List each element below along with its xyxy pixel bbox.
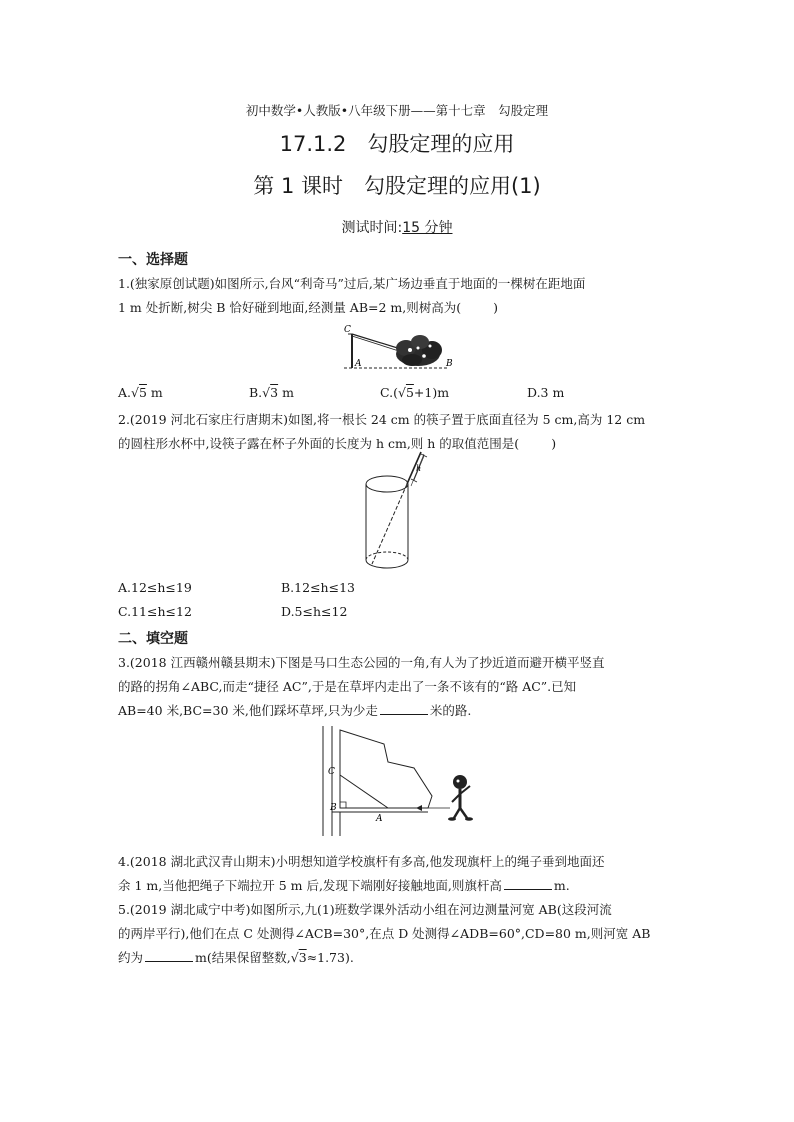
q5-line1: 5.(2019 湖北咸宁中考)如图所示,九(1)班数学课外活动小组在河边测量河宽 AB(这段河流	[118, 902, 612, 917]
section-heading-fill: 二、填空题	[118, 631, 188, 647]
page-header: 初中数学•人教版•八年级下册——第十七章 勾股定理	[245, 103, 549, 118]
q1-option-c-letter: C.(	[380, 385, 398, 400]
lesson-title: 第 1 课时 勾股定理的应用(1)	[253, 174, 541, 198]
q4-line1: 4.(2018 湖北武汉青山期末)小明想知道学校旗杆有多高,他发现旗杆上的绳子垂到地面还	[118, 854, 605, 869]
q1-option-a-letter: A.	[118, 385, 132, 400]
q1-option-a-unit: m	[146, 385, 163, 400]
q1-option-b[interactable]: B.√3 m	[249, 385, 294, 400]
q3-line1: 3.(2018 江西赣州赣县期末)下图是马口生态公园的一角,有人为了抄近道而避开横平竖直	[118, 655, 605, 670]
q5-answer-blank[interactable]	[145, 949, 193, 962]
q1-answer-blank[interactable]	[463, 300, 491, 312]
q3-label-b: B	[330, 803, 337, 813]
q2-label-h: h	[416, 464, 422, 473]
q3-park-figure	[318, 722, 478, 840]
q3-lawn	[340, 730, 432, 808]
q5-line3: 约为 m(结果保留整数,√3≈1.73).	[118, 950, 354, 965]
test-time-label: 测试时间:	[341, 220, 403, 236]
q3-label-a: A	[376, 814, 383, 824]
q5-radicand: 3	[298, 950, 307, 965]
q4-line2	[118, 876, 678, 894]
q1-close-paren: )	[493, 300, 499, 315]
q1-option-c-unit: +1)m	[413, 385, 450, 400]
q1-foliage	[396, 335, 442, 366]
q3-right-angle-mark	[340, 802, 346, 808]
q2-option-c[interactable]: C.11≤h≤12	[118, 604, 192, 619]
q1-fallen-trunk-edge	[352, 336, 402, 352]
q4-unit: m.	[553, 878, 570, 893]
q3-label-c: C	[328, 767, 335, 777]
q4-answer-blank[interactable]	[504, 877, 552, 890]
q1-label-c: C	[344, 325, 351, 335]
q1-option-a[interactable]: A.√5 m	[118, 385, 163, 400]
section-heading-choice: 一、选择题	[118, 252, 188, 268]
q1-label-a: A	[355, 359, 362, 369]
q1-option-b-unit: m	[278, 385, 294, 400]
q3-arrow-head	[416, 805, 422, 811]
q3-text: AB=40 米,BC=30 米,他们踩坏草坪,只为少走	[118, 703, 378, 718]
q5-text: 约为	[118, 950, 144, 965]
q1-line2	[118, 298, 678, 316]
q2-answer-blank[interactable]	[521, 436, 549, 448]
q3-line2: 的路的拐角∠ABC,而走“捷径 AC”,于是在草坪内走出了一条不该有的“路 AC”.已知	[118, 679, 577, 694]
q3-text-end: 米的路.	[429, 703, 472, 718]
q2-line1: 2.(2019 河北石家庄行唐期末)如图,将一根长 24 cm 的筷子置于底面直径为 5 cm,高为 12 cm	[118, 412, 646, 427]
q2-option-b[interactable]: B.12≤h≤13	[281, 580, 355, 595]
q4-text: 余 1 m,当他把绳子下端拉开 5 m 后,发现下端刚好接触地面,则旗杆高	[118, 878, 502, 893]
q1-option-c-radicand: 5	[405, 385, 414, 400]
q1-option-b-radicand: 3	[270, 385, 279, 400]
test-time	[0, 217, 794, 237]
q5-text-note: m(结果保留整数,	[195, 950, 291, 965]
q5-line2: 的两岸平行),他们在点 C 处测得∠ACB=30°,在点 D 处测得∠ADB=60°,CD=80 m,则河宽 AB	[118, 926, 651, 941]
q1-option-b-letter: B.	[249, 385, 263, 400]
q1-label-b: B	[446, 359, 453, 369]
q3-path-ac	[340, 775, 388, 808]
q3-line3	[118, 701, 678, 719]
q2-text: 的圆柱形水杯中,设筷子露在杯子外面的长度为 h cm,则 h 的取值范围是(	[118, 436, 520, 451]
q3-answer-blank[interactable]	[380, 702, 428, 715]
section-title: 17.1.2 勾股定理的应用	[279, 132, 515, 156]
q2-cup-top	[366, 476, 408, 492]
q1-tree-figure	[340, 320, 460, 372]
q3-person-figure	[448, 775, 473, 821]
q1-option-a-radicand: 5	[138, 385, 147, 400]
q1-option-c[interactable]: C.(√5+1)m	[380, 385, 450, 400]
q1-text: 1 m 处折断,树尖 B 恰好碰到地面,经测量 AB=2 m,则树高为(	[118, 300, 462, 315]
q1-line1: 1.(独家原创试题)如图所示,台风“利奇马”过后,某广场边垂直于地面的一棵树在距地面	[118, 276, 586, 291]
q2-option-d[interactable]: D.5≤h≤12	[281, 604, 348, 619]
q2-option-a[interactable]: A.12≤h≤19	[118, 580, 192, 595]
q1-option-d[interactable]: D.3 m	[527, 385, 565, 400]
q2-cup-figure	[350, 448, 450, 573]
q2-cup-bottom-back	[366, 552, 408, 560]
q5-text-end: ≈1.73).	[306, 950, 354, 965]
test-time-value: 15 分钟	[402, 220, 453, 236]
q2-close-paren: )	[551, 436, 557, 451]
